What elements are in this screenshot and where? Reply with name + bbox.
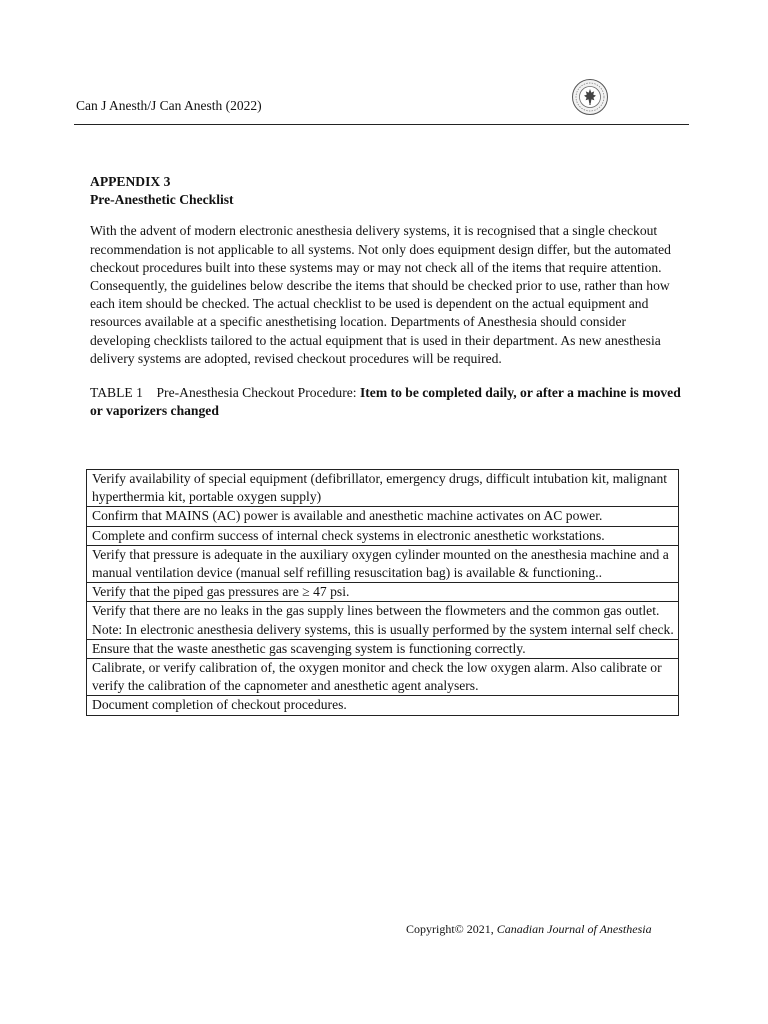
table-cell	[87, 602, 679, 639]
table-cell: Verify that the piped gas pressures are ≥ 47 psi.	[87, 583, 679, 602]
table-row	[87, 470, 679, 507]
table-caption-lead: TABLE 1 Pre-Anesthesia Checkout Procedure:	[90, 385, 360, 401]
intro-paragraph-2: Consequently, the guidelines below describe the items that should be checked prior to use, rather than how each item should be checked. The actual checklist to be used is dependent on the actual equipment and resources available at a specific anesthetising location. Departments of Anesthesia should consider developing checklists tailored to the actual equipment that is used in their department. As new anesthesia delivery systems are adopted, revised checkout procedures will be required.	[90, 278, 670, 366]
running-head: Can J Anesth/J Can Anesth (2022)	[76, 98, 262, 113]
table-row	[87, 507, 679, 526]
table-cell: Confirm that MAINS (AC) power is available and anesthetic machine activates on AC power.	[87, 507, 679, 526]
table-row	[87, 639, 679, 658]
table-cell: Complete and confirm success of internal check systems in electronic anesthetic workstations.	[87, 526, 679, 545]
appendix-label: APPENDIX 3	[90, 174, 171, 189]
table-row	[87, 583, 679, 602]
table-row	[87, 545, 679, 582]
copyright-footer	[406, 922, 652, 937]
table-caption-bold: Item to be completed daily, or after a machine is moved or vaporizers changed	[90, 385, 681, 419]
table-row	[87, 659, 679, 696]
appendix-section	[90, 173, 682, 420]
table-caption	[90, 384, 682, 420]
intro-paragraph-1: With the advent of modern electronic anesthesia delivery systems, it is recognised that a single checkout recommendation is not applicable to all systems. Not only does equipment design differ, but the automated checkout procedures built into these systems may or may not check all of the items that require attention.	[90, 223, 671, 275]
table-cell: Verify availability of special equipment (defibrillator, emergency drugs, difficult intubation kit, malignant hyperthermia kit, portable oxygen supply)	[87, 470, 679, 507]
table-row	[87, 696, 679, 715]
checkout-procedure-table	[86, 469, 679, 716]
table-cell-note: Note: In electronic anesthesia delivery systems, this is usually performed by the system internal self check.	[92, 621, 674, 637]
journal-name: Canadian Journal of Anesthesia	[496, 922, 652, 936]
table-row	[87, 602, 679, 639]
table-cell: Calibrate, or verify calibration of, the oxygen monitor and check the low oxygen alarm. Also calibrate or verify the calibration of the capnometer and anesthetic agent analysers.	[87, 659, 679, 696]
table-cell: Ensure that the waste anesthetic gas scavenging system is functioning correctly.	[87, 639, 679, 658]
table-cell: Verify that pressure is adequate in the auxiliary oxygen cylinder mounted on the anesthesia machine and a manual ventilation device (manual self refilling resuscitation bag) is available & functioning..	[87, 545, 679, 582]
table-row	[87, 526, 679, 545]
society-crest-icon	[571, 78, 609, 116]
appendix-title: Pre-Anesthetic Checklist	[90, 192, 234, 208]
copyright-text: Copyright© 2021,	[406, 922, 497, 936]
table-cell-text: Verify that there are no leaks in the gas supply lines between the flowmeters and the common gas outlet.	[92, 603, 660, 619]
header-rule	[74, 124, 689, 125]
table-cell: Document completion of checkout procedures.	[87, 696, 679, 715]
